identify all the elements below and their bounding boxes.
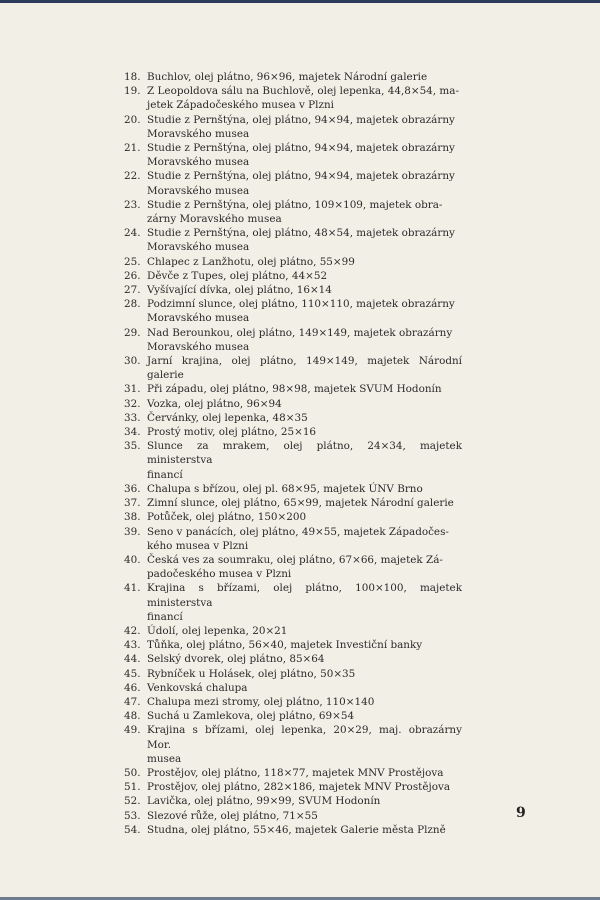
catalog-entry <box>124 397 462 411</box>
entry-number: 41. <box>124 582 141 595</box>
entry-text: Tůňka, olej plátno, 56×40, majetek Investiční banky <box>147 639 423 652</box>
catalog-entry <box>124 482 462 496</box>
catalog-entry <box>124 255 462 269</box>
catalog-entry <box>124 510 462 524</box>
catalog-entry <box>124 496 462 510</box>
catalog-entry <box>124 70 462 84</box>
entry-text: Slezové růže, olej plátno, 71×55 <box>147 809 318 822</box>
catalog-entry <box>124 354 462 382</box>
entry-text: Krajina s břízami, olej plátno, 100×100, majetek ministerstva financí <box>147 582 462 623</box>
catalog-entry <box>124 169 462 197</box>
catalog-entry <box>124 439 462 482</box>
catalog-entry <box>124 411 462 425</box>
entry-text: Zimní slunce, olej plátno, 65×99, majetek Národní galerie <box>147 497 454 510</box>
entry-number: 40. <box>124 553 141 566</box>
catalog-entry <box>124 794 462 808</box>
catalog-entry <box>124 141 462 169</box>
entry-text: Studie z Pernštýna, olej plátno, 94×94, majetek obrazárny Moravského musea <box>147 142 455 169</box>
catalog-entry <box>124 667 462 681</box>
catalog-entry <box>124 113 462 141</box>
entry-text: Krajina s břízami, olej lepenka, 20×29, maj. obrazárny Mor. musea <box>147 724 462 765</box>
entry-text: Chalupa mezi stromy, olej plátno, 110×140 <box>147 695 375 708</box>
entry-text: Studna, olej plátno, 55×46, majetek Galerie města Plzně <box>147 823 446 836</box>
entry-number: 22. <box>124 170 141 183</box>
entry-text: Při západu, olej plátno, 98×98, majetek SVUM Hodonín <box>147 383 442 396</box>
entry-text: Vozka, olej plátno, 96×94 <box>147 397 282 410</box>
entry-text: Z Leopoldova sálu na Buchlově, olej lepenka, 44,8×54, ma- jetek Západočeského musea v Plzni <box>147 85 459 112</box>
catalog-entry <box>124 638 462 652</box>
entry-number: 29. <box>124 326 141 339</box>
entry-number: 30. <box>124 355 141 368</box>
entry-number: 21. <box>124 142 141 155</box>
entry-text: Studie z Pernštýna, olej plátno, 94×94, majetek obrazárny Moravského musea <box>147 170 455 197</box>
entry-text: Prostějov, olej plátno, 118×77, majetek MNV Prostějova <box>147 766 444 779</box>
entry-text: Studie z Pernštýna, olej plátno, 48×54, majetek obrazárny Moravského musea <box>147 227 455 254</box>
catalog-entry <box>124 581 462 624</box>
entry-number: 38. <box>124 511 141 524</box>
entry-number: 47. <box>124 695 141 708</box>
entry-number: 27. <box>124 284 141 297</box>
catalog-entry <box>124 425 462 439</box>
entry-text: Jarní krajina, olej plátno, 149×149, majetek Národní galerie <box>147 355 462 382</box>
entry-number: 31. <box>124 383 141 396</box>
entry-number: 43. <box>124 639 141 652</box>
catalog-entry <box>124 652 462 666</box>
catalog-entry <box>124 269 462 283</box>
catalog-entry <box>124 723 462 766</box>
entry-number: 44. <box>124 653 141 666</box>
catalog-entry <box>124 780 462 794</box>
catalog-entry <box>124 553 462 581</box>
entry-text: Rybníček u Holásek, olej plátno, 50×35 <box>147 667 356 680</box>
entry-number: 50. <box>124 766 141 779</box>
entry-number: 20. <box>124 113 141 126</box>
catalog-entry <box>124 382 462 396</box>
entry-number: 42. <box>124 624 141 637</box>
entry-number: 36. <box>124 482 141 495</box>
entry-number: 26. <box>124 269 141 282</box>
entry-number: 33. <box>124 411 141 424</box>
catalog-entry <box>124 326 462 354</box>
entry-text: Selský dvorek, olej plátno, 85×64 <box>147 653 325 666</box>
entry-text: Chlapec z Lanžhotu, olej plátno, 55×99 <box>147 255 355 268</box>
catalog-entry <box>124 283 462 297</box>
entry-number: 24. <box>124 227 141 240</box>
entry-number: 45. <box>124 667 141 680</box>
entry-text: Údolí, olej lepenka, 20×21 <box>147 624 288 637</box>
entry-text: Slunce za mrakem, olej plátno, 24×34, majetek ministerstva financí <box>147 440 462 481</box>
entry-number: 54. <box>124 823 141 836</box>
entry-number: 32. <box>124 397 141 410</box>
entry-text: Venkovská chalupa <box>147 681 248 694</box>
catalog-entry <box>124 226 462 254</box>
entry-text: Podzimní slunce, olej plátno, 110×110, majetek obrazárny Moravského musea <box>147 298 455 325</box>
entry-number: 39. <box>124 525 141 538</box>
entry-number: 34. <box>124 426 141 439</box>
entry-text: Vyšívající dívka, olej plátno, 16×14 <box>147 284 332 297</box>
page-number: 9 <box>516 805 526 821</box>
catalog-entry <box>124 823 462 837</box>
entry-text: Buchlov, olej plátno, 96×96, majetek Národní galerie <box>147 71 428 83</box>
entry-number: 25. <box>124 255 141 268</box>
entry-number: 23. <box>124 198 141 211</box>
catalog-entry <box>124 525 462 553</box>
entry-text: Červánky, olej lepenka, 48×35 <box>147 411 308 424</box>
entry-text: Prostějov, olej plátno, 282×186, majetek MNV Prostějova <box>147 781 451 794</box>
entry-number: 28. <box>124 298 141 311</box>
entry-number: 51. <box>124 781 141 794</box>
entry-number: 49. <box>124 724 141 737</box>
catalog-entry <box>124 84 462 112</box>
catalog-entry <box>124 297 462 325</box>
entry-number: 52. <box>124 795 141 808</box>
entry-number: 18. <box>124 71 141 83</box>
entry-text: Prostý motiv, olej plátno, 25×16 <box>147 426 317 439</box>
entry-number: 48. <box>124 710 141 723</box>
entry-text: Chalupa s břízou, olej pl. 68×95, majetek ÚNV Brno <box>147 482 423 495</box>
catalog-list <box>124 70 462 837</box>
catalog-entry <box>124 681 462 695</box>
entry-text: Studie z Pernštýna, olej plátno, 94×94, majetek obrazárny Moravského musea <box>147 113 455 140</box>
entry-number: 35. <box>124 440 141 453</box>
entry-text: Studie z Pernštýna, olej plátno, 109×109, majetek obra- zárny Moravského musea <box>147 198 443 226</box>
catalog-entry <box>124 766 462 780</box>
entry-number: 37. <box>124 497 141 510</box>
entry-text: Děvče z Tupes, olej plátno, 44×52 <box>147 269 328 282</box>
catalog-entry <box>124 809 462 823</box>
entry-number: 46. <box>124 681 141 694</box>
entry-text: Suchá u Zamlekova, olej plátno, 69×54 <box>147 710 355 723</box>
top-page-edge <box>0 0 600 3</box>
entry-number: 53. <box>124 809 141 822</box>
entry-text: Lavička, olej plátno, 99×99, SVUM Hodonín <box>147 795 381 808</box>
entry-text: Seno v panácích, olej plátno, 49×55, majetek Západočes- kého musea v Plzni <box>147 525 449 552</box>
entry-text: Česká ves za soumraku, olej plátno, 67×66, majetek Zá- padočeského musea v Plzni <box>147 553 443 581</box>
entry-number: 19. <box>124 85 141 98</box>
entry-text: Potůček, olej plátno, 150×200 <box>147 511 307 524</box>
catalog-entry <box>124 624 462 638</box>
catalog-entry <box>124 709 462 723</box>
catalog-entry <box>124 695 462 709</box>
catalog-entry <box>124 198 462 226</box>
entry-text: Nad Berounkou, olej plátno, 149×149, majetek obrazárny Moravského musea <box>147 326 453 353</box>
